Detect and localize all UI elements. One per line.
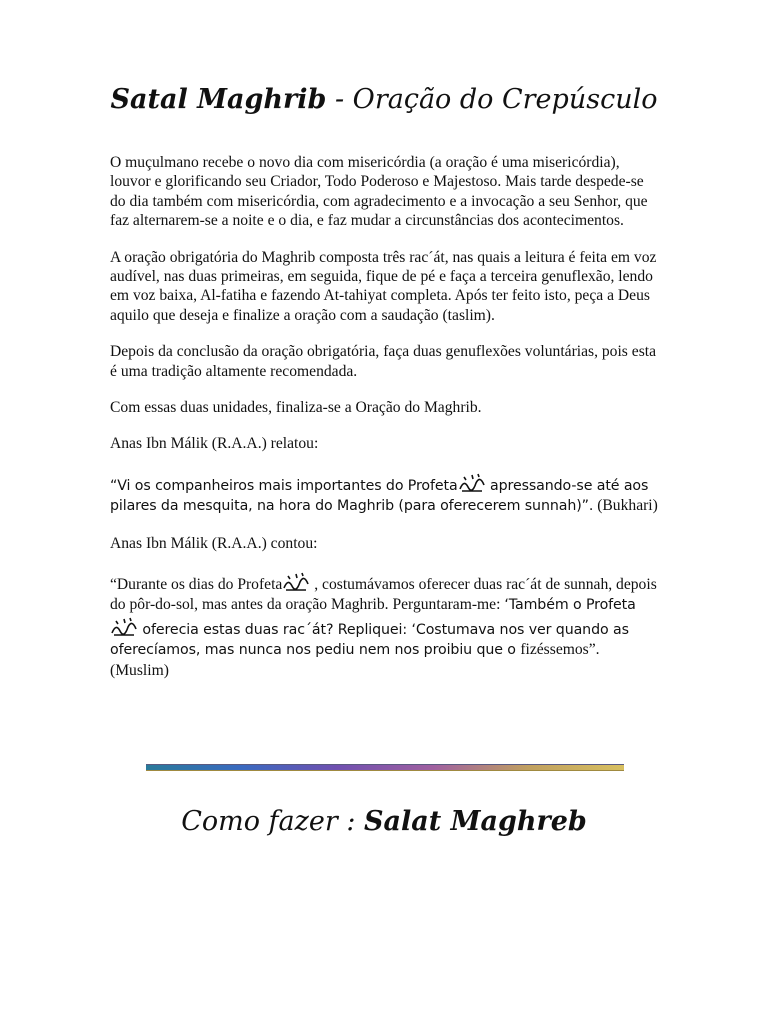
subtitle-main: Salat Maghreb [364,806,587,837]
pbuh-calligraphy-icon [110,615,138,637]
body-text [110,153,660,697]
paragraph-conclusion: Com essas duas unidades, finaliza-se a Oração do Maghrib. [110,399,482,417]
subtitle-prefix: Como fazer : [181,806,365,837]
quote-2-part-d: oferecia estas duas rac´át? Repliquei: ‘Costumava nos ver quando as oferecíamos, mas nunca nos pediu nem nos proibiu que o [110,621,629,659]
paragraph-intro: O muçulmano recebe o novo dia com misericórdia (a oração é uma misericórdia), louvor e glorificando seu Criador, Todo Poderoso e Majestoso. Mais tarde despede-se do dia também com misericórdia, com agradecimento e a invocação a seu Senhor, que faz alternarem-se a noite e o dia, e faz mudar a circunstâncias dos acontecimentos. [110,154,648,230]
title-main: Satal Maghrib [110,84,327,115]
quote-2-part-c: ‘Também o Profeta [504,596,636,613]
quote-2-part-b: , costumávamos oferecer duas rac´át de sunnah, depois do pôr-do-sol, mas antes da oração Maghrib. Perguntaram-me: [110,576,657,613]
quote-1-source: (Bukhari) [593,497,658,515]
quote-2-part-a: “Durante os dias do Profeta [110,576,283,594]
hadith-quote-2 [110,570,660,680]
section-divider [146,764,624,771]
quote-2-part-e: fizéssemos”. (Muslim) [110,641,600,679]
title-rest: - Oração do Crepúsculo [326,84,658,115]
page-title [0,84,768,115]
hadith-quote-1 [110,471,660,517]
pbuh-calligraphy-icon [458,471,486,493]
paragraph-voluntary: Depois da conclusão da oração obrigatória, faça duas genuflexões voluntárias, pois esta é uma tradição altamente recomendada. [110,343,657,380]
section-subtitle [0,806,768,837]
quote-1-part-a: “Vi os companheiros mais importantes do Profeta [110,477,458,494]
paragraph-narrator-2: Anas Ibn Málik (R.A.A.) contou: [110,534,318,552]
pbuh-calligraphy-icon [282,570,310,592]
quote-1-part-b: apressando-se até aos pilares da mesquita, na hora do Maghrib (para oferecerem sunnah)”. [110,477,649,515]
paragraph-obligatory: A oração obrigatória do Maghrib composta três rac´át, nas quais a leitura é feita em voz audível, nas duas primeiras, em seguida, fique de pé e faça a terceira genuflexão, lendo em voz baixa, Al-fatiha e fazendo At-tahiyat completa. Após ter feito isto, peça a Deus aquilo que deseja e finalize a oração com a saudação (taslim). [110,248,657,324]
paragraph-narrator-1: Anas Ibn Málik (R.A.A.) relatou: [110,435,319,453]
